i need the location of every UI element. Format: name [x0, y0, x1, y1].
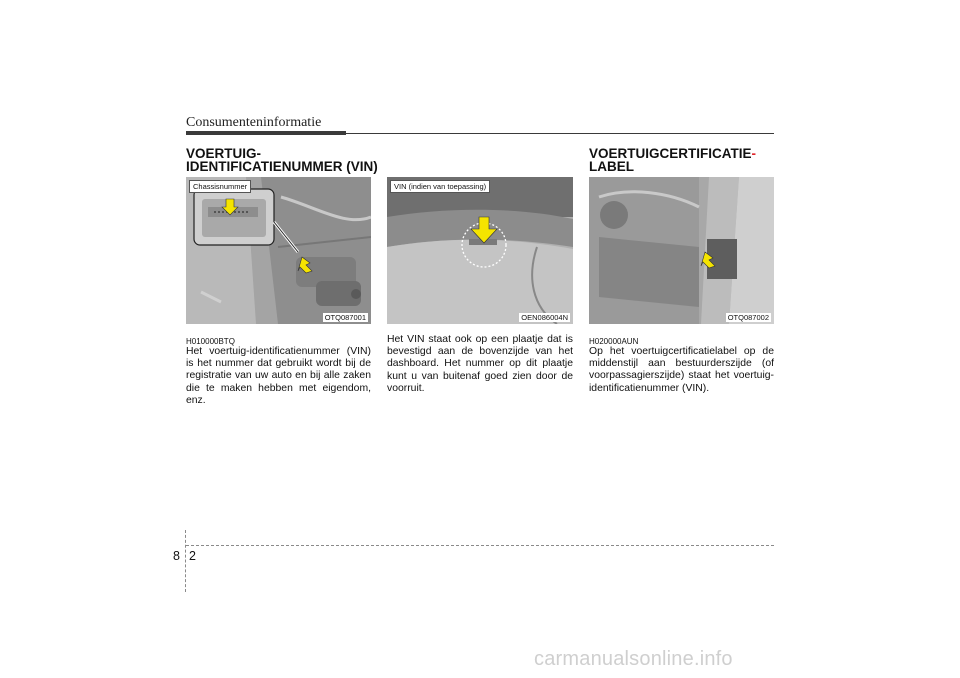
header-rule-accent	[186, 131, 346, 135]
figure-code: OTQ087001	[324, 313, 366, 322]
running-header: Consumenteninformatie	[186, 115, 322, 130]
body-text-certification-label: Op het voertuigcertificatielabel op de middenstijl aan bestuurderszijde (of voorpassagierszijde) staat het voertuig-identificatienummer (VIN).	[589, 346, 774, 394]
figure-vin-dashboard	[387, 177, 573, 324]
title-hyphen: -	[751, 146, 757, 161]
body-text-vin: Het voertuig-identificatienummer (VIN) is het nummer dat gebruikt wordt bij de registratie van uw auto en bij alle zaken die te maken hebben met eigendom, enz.	[186, 346, 371, 406]
section-title-line: VOERTUIGCERTIFICATIE	[589, 146, 752, 161]
reference-code: H010000BTQ	[186, 337, 235, 346]
figure-code: OEN086004N	[521, 313, 568, 322]
reference-code: H020000AUN	[589, 337, 639, 346]
section-title-line: LABEL	[589, 159, 634, 174]
section-title-line: IDENTIFICATIENUMMER (VIN)	[186, 159, 378, 174]
chapter-number: 8	[173, 549, 180, 563]
watermark: carmanualsonline.info	[534, 648, 733, 670]
footer-vertical-rule	[185, 530, 186, 592]
section-title-certification-label	[589, 147, 756, 173]
figure-certification-label	[589, 177, 774, 324]
door-frame-illustration	[186, 177, 371, 324]
figure-vin-chassis	[186, 177, 371, 324]
footer-rule	[186, 545, 774, 546]
figure-callout-label: VIN (indien van toepassing)	[390, 180, 490, 193]
dashboard-illustration	[387, 177, 573, 324]
figure-callout-label: Chassisnummer	[189, 180, 251, 193]
body-text-vin-dashboard: Het VIN staat ook op een plaatje dat is bevestigd aan de bovenzijde van het dashboard. Het nummer op dit plaatje kunt u van buitenaf goed zien door de voorruit.	[387, 334, 573, 394]
figure-code: OTQ087002	[727, 313, 769, 322]
section-title-line: VOERTUIG-	[186, 146, 262, 161]
pillar-illustration	[589, 177, 774, 324]
page-number: 2	[189, 549, 196, 563]
section-title-vin	[186, 147, 378, 173]
